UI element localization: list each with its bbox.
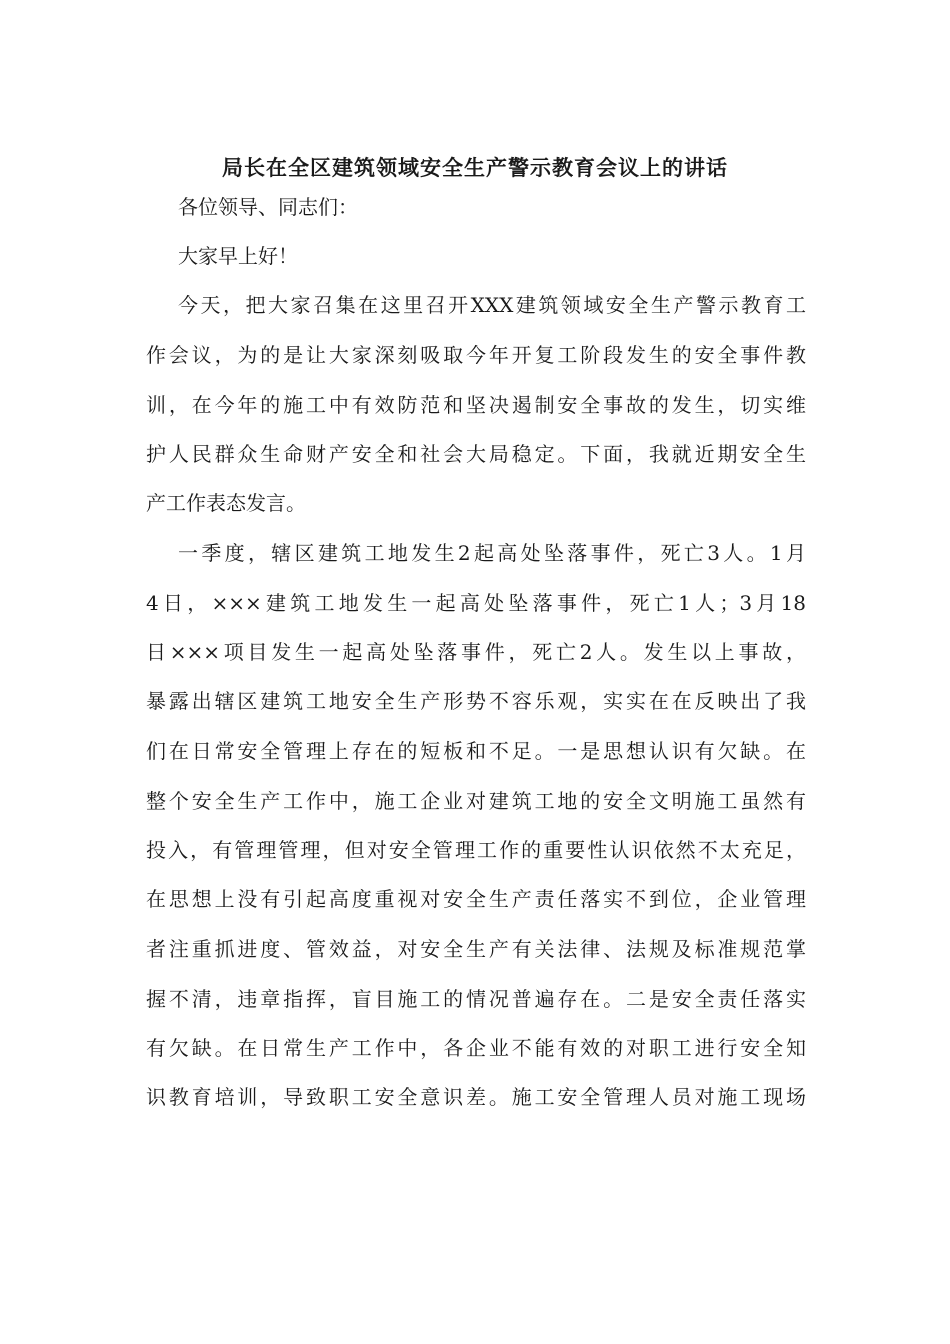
body-line: 作会议，为的是让大家深刻吸取今年开复工阶段发生的安全事件教: [146, 343, 806, 367]
body-line: 训，在今年的施工中有效防范和坚决遏制安全事故的发生，切实维: [146, 393, 806, 417]
body-line: 识教育培训，导致职工安全意识差。施工安全管理人员对施工现场: [146, 1085, 806, 1109]
body-line: 日×××项目发生一起高处坠落事件，死亡2人。发生以上事故，: [146, 640, 806, 664]
body-line: 整个安全生产工作中，施工企业对建筑工地的安全文明施工虽然有: [146, 789, 806, 813]
body-line: 产工作表态发言。: [146, 491, 306, 515]
body-line: 今天，把大家召集在这里召开XXX建筑领域安全生产警示教育工: [178, 293, 806, 317]
body-line: 们在日常安全管理上存在的短板和不足。一是思想认识有欠缺。在: [146, 739, 806, 763]
body-line: 者注重抓进度、管效益，对安全生产有关法律、法规及标准规范掌: [146, 937, 806, 961]
greeting: 大家早上好！: [178, 244, 298, 268]
body-line: 一季度，辖区建筑工地发生2起高处坠落事件，死亡3人。1月: [178, 541, 806, 565]
body-line: 护人民群众生命财产安全和社会大局稳定。下面，我就近期安全生: [146, 442, 806, 466]
body-line: 暴露出辖区建筑工地安全生产形势不容乐观，实实在在反映出了我: [146, 689, 806, 713]
salutation: 各位领导、同志们：: [178, 195, 358, 219]
body-line: 在思想上没有引起高度重视对安全生产责任落实不到位，企业管理: [146, 887, 806, 911]
body-line: 投入，有管理管理，但对安全管理工作的重要性认识依然不太充足，: [146, 838, 806, 862]
document-title: 局长在全区建筑领域安全生产警示教育会议上的讲话: [222, 156, 728, 180]
body-line: 4日，×××建筑工地发生一起高处坠落事件，死亡1人；3月18: [146, 591, 806, 615]
body-line: 有欠缺。在日常生产工作中，各企业不能有效的对职工进行安全知: [146, 1036, 806, 1060]
body-line: 握不清，违章指挥，盲目施工的情况普遍存在。二是安全责任落实: [146, 987, 806, 1011]
